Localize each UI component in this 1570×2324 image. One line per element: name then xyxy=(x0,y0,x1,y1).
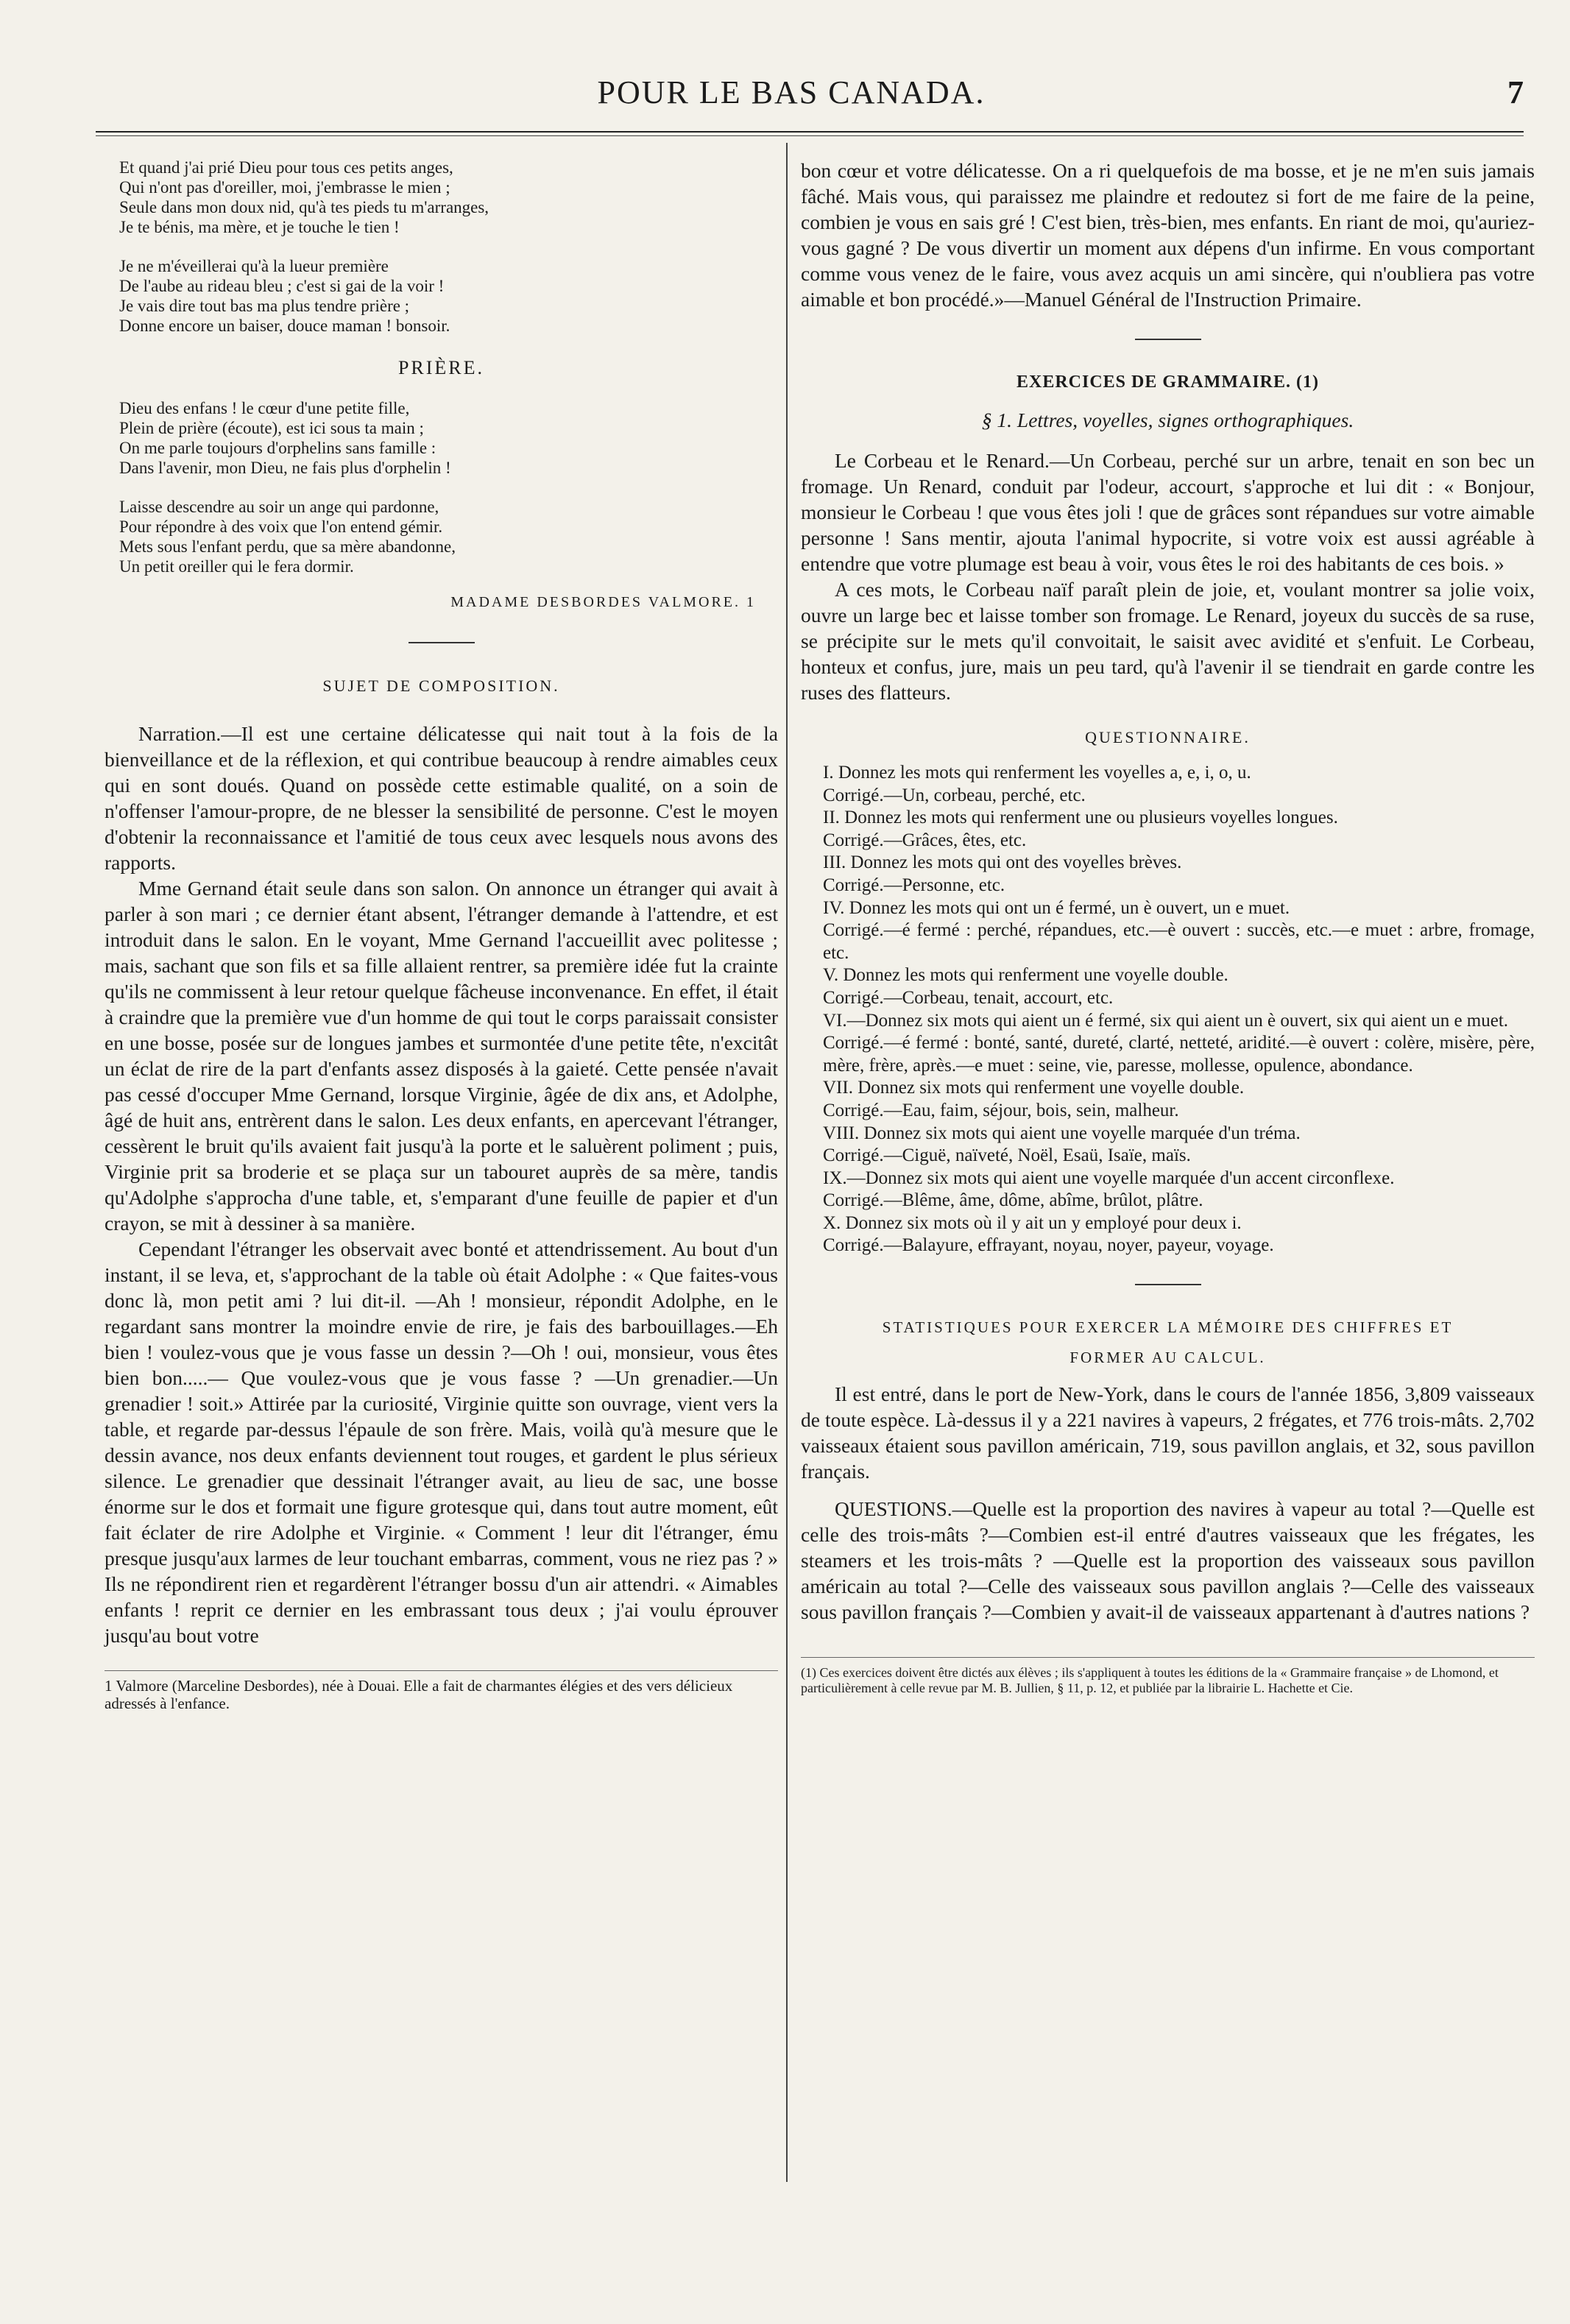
stats-questions: QUESTIONS.—Quelle est la proportion des navires à vapeur au total ?—Quelle est celle des trois-mâts ?—Combien est-il entré d'autres vaisseaux que les frégates, les steamers et les trois-mâts ? —Quelle est la proportion des vaisseaux sous pavillon américain au total ?—Celle des vaisseaux sous pavillon anglais ?—Celle des vaisseaux sous pavillon français ?—Combien y avait-il de vaisseaux appartenant à d'autres nations ? xyxy=(801,1497,1535,1624)
paragraph: Cependant l'étranger les observait avec bonté et attendrissement. Au bout d'un instant, il se leva, et, s'approchant de la table où était Adolphe : « Que faites-vous donc là, mon petit ami ? lui dit-il. —Ah ! monsieur, répondit Adolphe, en le regardant sans montrer la moindre envie de rire, je fais des barbouillages.—Eh bien ! voulez-vous que je vous fasse un dessin ?—Oh ! oui, monsieur, vous êtes bien bon.....— Que voulez-vous que je vous fasse ? —Un grenadier.—Un grenadier ! soit.» Attirée par la curiosité, Virginie quitte son ouvrage, vient vers la table, et regarde par-dessus l'épaule de son frère. Mais, voilà qu'à mesure que le dessin avance, nos deux enfants deviennent tout rouges, et gardent le plus sérieux silence. Le grenadier que dessinait l'étranger avait, au lieu de sac, une bosse énorme sur le dos et formait une figure grotesque qui, dans tout autre moment, eût fait éclater de rire Adolphe et Virginie. « Comment ! leur dit l'étranger, ému presque jusqu'aux larmes de leur touchant embarras, comment, vous ne riez pas ? » Ils ne répondirent rien et regardèrent l'étranger bossu d'un air attendri. « Aimables enfants ! reprit ce dernier en les embrassant tous deux ; j'ai voulu éprouver jusqu'au bout votre xyxy=(105,1237,778,1647)
question: VI.—Donnez six mots qui aient un é fermé, six qui aient un è ouvert, six qui aient un e muet. xyxy=(823,1010,1509,1031)
verse-line: Dieu des enfans ! le cœur d'une petite fille, xyxy=(119,399,410,417)
verse-line: Un petit oreiller qui le fera dormir. xyxy=(119,557,354,576)
question: X. Donnez six mots où il y ait un y employé pour deux i. xyxy=(823,1212,1242,1233)
stats-title: STATISTIQUES POUR EXERCER LA MÉMOIRE DES CHIFFRES ET xyxy=(882,1318,1454,1337)
paragraph: Mme Gernand était seule dans son salon. On annonce un étranger qui avait à parler à son mari ; ce dernier étant absent, l'étranger demande à l'attendre, et est introduit dans le salon. En le voyant, Mme Gernand l'accueillit avec politesse ; mais, sachant que son fils et sa fille allaient rentrer, sa première idée fut la crainte qu'ils ne commissent à leur retour quelque fâcheuse inconvenance. En effet, il était à craindre que la première vue d'un homme de qui tout le corps paraissait consister en une bosse, posée sur de longues jambes et surmontée d'une petite tête, n'excitât un éclat de rire de la part d'enfants assez disposés à la gaieté. Cette pensée n'avait pas cessé d'occuper Mme Gernand, lorsque Virginie, âgée de dix ans, et Adolphe, âgé de huit ans, entrèrent dans le salon. Les deux enfants, en apercevant l'étranger, cessèrent le bruit qu'ils avaient fait jusqu'à la porte et le saluèrent poliment ; puis, Virginie prit sa broderie et se plaça sur un tabouret auprès de sa mère, tandis qu'Adolphe s'approcha d'une table, et, s'emparant d'une feuille de papier et d'un crayon, se mit à dessiner à sa manière. xyxy=(105,877,778,1235)
header-rule-thin xyxy=(96,135,1524,136)
priere-title: PRIÈRE. xyxy=(397,357,485,378)
verse-line: Je te bénis, ma mère, et je touche le tien ! xyxy=(119,218,400,236)
verse-line: Dans l'avenir, mon Dieu, ne fais plus d'orphelin ! xyxy=(119,459,451,477)
verse-line: Plein de prière (écoute), est ici sous ta main ; xyxy=(119,419,424,437)
answer: Corrigé.—Eau, faim, séjour, bois, sein, malheur. xyxy=(823,1100,1179,1120)
column-divider xyxy=(786,143,788,2182)
answer: Corrigé.—Personne, etc. xyxy=(823,875,1005,895)
footnote: 1 Valmore (Marceline Desbordes), née à Douai. Elle a fait de charmantes élégies et des vers délicieux adressés à l'enfance. xyxy=(105,1670,778,1712)
stanza xyxy=(119,398,778,478)
fable-paragraph: Le Corbeau et le Renard.—Un Corbeau, perché sur un arbre, tenait en son bec un fromage. Un Renard, conduit par l'odeur, accourt, s'approche et lui dit : « Bonjour, monsieur le Corbeau ! que vous êtes joli ! que de grâces sont répandues sur votre aimable personne ! Sans mentir, ajouta l'animal hypocrite, si votre voix est aussi agréable à entendre que votre plumage est beau à voir, vous êtes le roi des habitants de ces bois. » xyxy=(801,449,1535,575)
question: IX.—Donnez six mots qui aient une voyelle marquée d'un accent circonflexe. xyxy=(823,1168,1395,1188)
verse-line: Je ne m'éveillerai qu'à la lueur première xyxy=(119,257,389,275)
verse-line: Donne encore un baiser, douce maman ! bonsoir. xyxy=(119,317,450,335)
section-separator xyxy=(409,642,475,643)
verse-line: On me parle toujours d'orphelins sans famille : xyxy=(119,439,436,457)
questionnaire-title: QUESTIONNAIRE. xyxy=(1085,728,1251,746)
poem-priere xyxy=(119,398,778,576)
question: V. Donnez les mots qui renferment une voyelle double. xyxy=(823,965,1228,986)
question: II. Donnez les mots qui renferment une ou plusieurs voyelles longues. xyxy=(823,808,1338,828)
answer: Corrigé.—Corbeau, tenait, accourt, etc. xyxy=(823,987,1114,1008)
exercices-subtitle: § 1. Lettres, voyelles, signes orthographiques. xyxy=(981,409,1354,431)
verse-line: Mets sous l'enfant perdu, que sa mère abandonne, xyxy=(119,537,456,556)
answer: Corrigé.—é fermé : bonté, santé, dureté, clarté, netteté, aridité.—è ouvert : colère, misère, père, mère, frère, après.—e muet : seine, vie, paresse, mollesse, opulence, abondance. xyxy=(823,1033,1535,1076)
fable-paragraph: A ces mots, le Corbeau naïf paraît plein de joie, et, voulant montrer sa jolie voix, ouvre un large bec et laisse tomber son fromage. Le Renard, joyeux du succès de sa ruse, se précipite sur le mets qu'il convoitait, le saisit avec avidité et s'enfuit. Le Corbeau, honteux et confus, jure, mais un peu tard, qu'à l'avenir il se tiendrait en garde contre les ruses des flatteurs. xyxy=(801,578,1535,704)
page-number: 7 xyxy=(1507,74,1524,110)
question: I. Donnez les mots qui renferment les voyelles a, e, i, o, u. xyxy=(823,763,1251,783)
question: VIII. Donnez six mots qui aient une voyelle marquée d'un tréma. xyxy=(823,1123,1301,1143)
answer: Corrigé.—é fermé : perché, répandues, etc.—è ouvert : succès, etc.—e muet : arbre, fromage, etc. xyxy=(823,920,1535,963)
answer: Corrigé.—Ciguë, naïveté, Noël, Esaü, Isaïe, maïs. xyxy=(823,1145,1191,1166)
running-title: POUR LE BAS CANADA. xyxy=(597,74,986,110)
question-list xyxy=(801,762,1535,1257)
footnote: (1) Ces exercices doivent être dictés aux élèves ; ils s'appliquent à toutes les éditions de la « Grammaire française » de Lhomond, et particulièrement à celle revue par M. B. Jullien, § 11, p. 12, et publiée par la librairie L. Hachette et Cie. xyxy=(801,1657,1535,1696)
verse-line: Pour répondre à des voix que l'on entend gémir. xyxy=(119,518,443,536)
answer: Corrigé.—Blême, âme, dôme, abîme, brûlot, plâtre. xyxy=(823,1190,1203,1211)
section-separator xyxy=(1135,339,1201,340)
question: IV. Donnez les mots qui ont un é fermé, un è ouvert, un e muet. xyxy=(823,897,1290,918)
verse-line: Laisse descendre au soir un ange qui pardonne, xyxy=(119,498,439,516)
page-header xyxy=(59,74,1524,118)
poem-attribution: MADAME DESBORDES VALMORE. 1 xyxy=(450,594,756,610)
paragraph: Narration.—Il est une certaine délicatesse qui nait tout à la fois de la bienveillance et de la réflexion, et qui contribue beaucoup à rendre aimables ceux qui en sont doués. Quand on possède cette estimable qualité, on a soin de n'offenser l'amour-propre, de ne blesser la sensibilité de personne. C'est le moyen d'obtenir la reconnaissance et l'amitié de tous ceux avec lesquels nous avons des rapports. xyxy=(105,722,778,874)
stanza xyxy=(119,158,778,237)
left-column xyxy=(105,158,778,1712)
question: III. Donnez les mots qui ont des voyelles brèves. xyxy=(823,852,1182,873)
verse-line: Et quand j'ai prié Dieu pour tous ces petits anges, xyxy=(119,158,453,177)
header-rule xyxy=(96,131,1524,133)
stanza xyxy=(119,497,778,576)
verse-line: Seule dans mon doux nid, qu'à tes pieds tu m'arranges, xyxy=(119,198,489,216)
answer: Corrigé.—Un, corbeau, perché, etc. xyxy=(823,785,1086,805)
stats-title-2: FORMER AU CALCUL. xyxy=(1069,1349,1266,1367)
poem-bonsoir xyxy=(119,158,778,336)
stanza xyxy=(119,256,778,336)
paragraph-continuation: bon cœur et votre délicatesse. On a ri quelquefois de ma bosse, et je ne m'en suis jamais fâché. Mais vous, qui paraissez me plaindre et redoutez si fort de me faire de la peine, combien je vous en sais gré ! C'est bien, très-bien, mes enfants. En riant de moi, qu'auriez-vous gagné ? De vous divertir un moment aux dépens d'un infirme. En vous comportant comme vous venez de le faire, vous avez acquis un ami sincère, qui n'oubliera pas votre aimable et bon procédé.»—Manuel Général de l'Instruction Primaire. xyxy=(801,159,1535,311)
verse-line: De l'aube au rideau bleu ; c'est si gai de la voir ! xyxy=(119,277,445,295)
stats-paragraph: Il est entré, dans le port de New-York, dans le cours de l'année 1856, 3,809 vaisseaux de toute espèce. Là-dessus il y a 221 navires à vapeurs, 2 frégates, et 776 trois-mâts. 2,702 vaisseaux étaient sous pavillon américain, 719, sous pavillon anglais, et 32, sous pavillon français. xyxy=(801,1382,1535,1483)
answer: Corrigé.—Grâces, êtes, etc. xyxy=(823,830,1027,850)
right-column xyxy=(801,158,1535,1696)
answer: Corrigé.—Balayure, effrayant, noyau, noyer, payeur, voyage. xyxy=(823,1235,1274,1256)
verse-line: Qui n'ont pas d'oreiller, moi, j'embrasse le mien ; xyxy=(119,178,450,197)
section-separator xyxy=(1135,1284,1201,1285)
verse-line: Je vais dire tout bas ma plus tendre prière ; xyxy=(119,297,410,315)
question: VII. Donnez six mots qui renferment une voyelle double. xyxy=(823,1078,1245,1098)
exercices-title: EXERCICES DE GRAMMAIRE. (1) xyxy=(1016,372,1319,392)
composition-title: SUJET DE COMPOSITION. xyxy=(322,677,560,695)
